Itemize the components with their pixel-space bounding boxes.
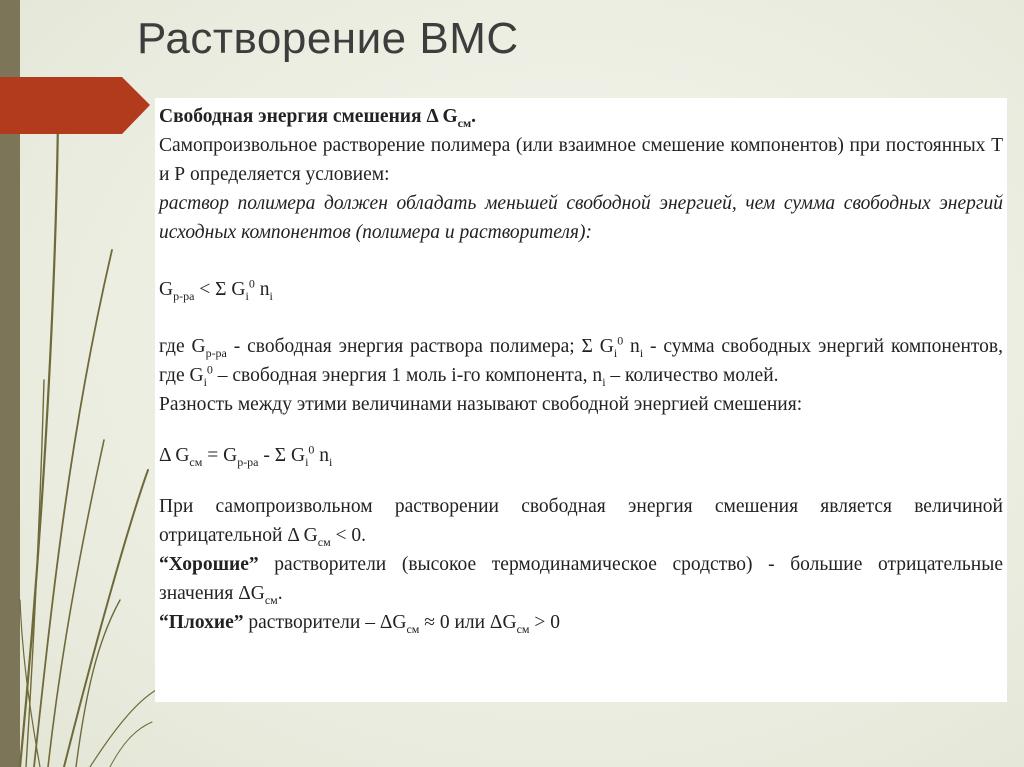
difference-paragraph: Разность между этими величинами называют свободной энергией смешения: (159, 394, 803, 415)
title-accent-tab (0, 77, 150, 134)
slide-title: Растворение ВМС (137, 14, 519, 63)
formula-free-energy-condition: $G_{р-ра} < \Sigma$ $G_i^0$ $n_i$ (159, 276, 273, 303)
good-solvents-paragraph: “Хорошие” растворители (высокое термодинамическое сродство) - большие отрицательные значения $\Delta G_{см}$. (159, 554, 1003, 607)
formula-mixing-energy: Δ $G_{см} = G_{р-ра} - \Sigma$ $G_i^0$ $n_i$ (159, 442, 333, 469)
spontaneous-paragraph: При самопроизвольном растворении свободная энергия смешения является величиной отрицательной Δ $G_{см} < 0$. (159, 496, 1003, 549)
intro-paragraph: Самопроизвольное растворение полимера (или взаимное смешение компонентов) при постоянных Т и Р определяется условием: (159, 135, 1003, 185)
definition-paragraph: где $G_{р-ра}$ - свободная энергия раствора полимера; Σ $G_i^0$ $n_i$ - сумма свободных энергий компонентов, где $G_i^0$ – свободная энергия 1 моль i-го компонента, $n_i$ – количество молей. (159, 333, 1003, 389)
content-panel (155, 98, 1007, 702)
section-heading: Свободная энергия смешения Δ $G_{см}$. (159, 106, 477, 130)
bad-solvents-paragraph: “Плохие” растворители – $\Delta G_{см} \approx 0$ или $\Delta G_{см} > 0$ (159, 612, 560, 636)
italic-condition: раствор полимера должен обладать меньшей свободной энергией, чем сумма свободных энергий исходных компонентов (полимера и растворителя): (159, 193, 1003, 243)
